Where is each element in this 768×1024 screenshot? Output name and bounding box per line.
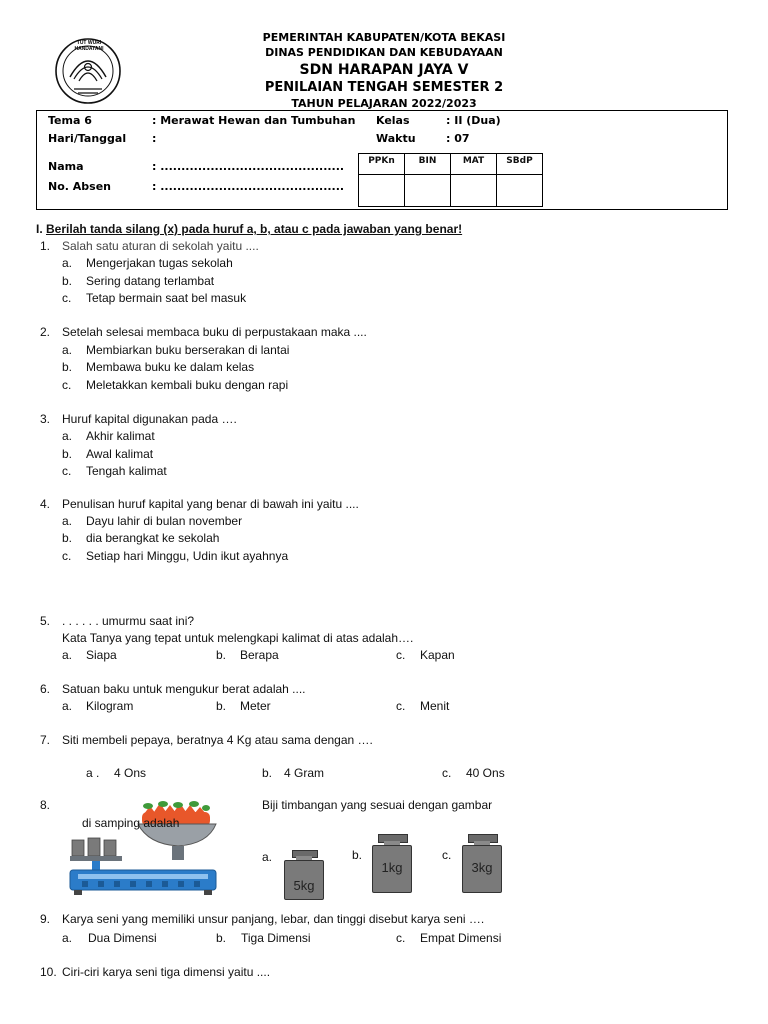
option-letter[interactable]: a. [62, 256, 73, 270]
question-number: 10. [40, 965, 57, 979]
question-number: 6. [40, 682, 51, 696]
tema-value: : Merawat Hewan dan Tumbuhan [152, 114, 356, 127]
option-letter[interactable]: b. [216, 931, 227, 945]
option-text: Tengah kalimat [86, 464, 167, 478]
question-text: Penulisan huruf kapital yang benar di bawah ini yaitu .... [62, 497, 359, 511]
question-text: Setelah selesai membaca buku di perpustakaan maka .... [62, 325, 367, 339]
header-department: DINAS PENDIDIKAN DAN KEBUDAYAAN [265, 46, 503, 59]
header-government: PEMERINTAH KABUPATEN/KOTA BEKASI [262, 31, 506, 44]
option-text: Menit [420, 699, 450, 713]
header-year: TAHUN PELAJARAN 2022/2023 [291, 97, 477, 110]
tema-label: Tema 6 [48, 114, 92, 127]
option-text: Sering datang terlambat [86, 274, 215, 288]
option-text: Akhir kalimat [86, 429, 155, 443]
option-letter[interactable]: b. [262, 766, 273, 780]
question-number: 5. [40, 614, 51, 628]
absen-field[interactable]: : ............................................ [152, 180, 345, 193]
question-number: 4. [40, 497, 51, 511]
option-letter[interactable]: b. [216, 699, 227, 713]
nama-field[interactable]: : ............................................ [152, 160, 345, 173]
option-text: 4 Ons [114, 766, 147, 780]
nama-label: Nama [48, 160, 84, 173]
weight-1kg-option[interactable] [372, 834, 412, 894]
option-text: Siapa [86, 648, 117, 662]
tut-wuri-handayani-logo [48, 37, 128, 105]
question-text: Karya seni yang memiliki unsur panjang, lebar, dan tinggi disebut karya seni …. [62, 912, 485, 926]
option-text: Meletakkan kembali buku dengan rapi [86, 378, 289, 392]
question-number: 3. [40, 412, 51, 426]
option-text: Awal kalimat [86, 447, 154, 461]
question-number: 7. [40, 733, 51, 747]
instruction: I. Berilah tanda silang (x) pada huruf a, b, atau c pada jawaban yang benar! [36, 222, 463, 236]
question-text: Huruf kapital digunakan pada …. [62, 412, 237, 426]
option-text: Empat Dimensi [420, 931, 502, 945]
option-text: Tiga Dimensi [241, 931, 311, 945]
option-text: Setiap hari Minggu, Udin ikut ayahnya [86, 549, 289, 563]
option-text: Meter [240, 699, 271, 713]
score-table [358, 153, 543, 207]
option-text: Membiarkan buku berserakan di lantai [86, 343, 290, 357]
option-letter[interactable]: c. [62, 291, 72, 305]
option-letter[interactable]: b. [352, 848, 363, 862]
scale-with-carrots-image [68, 800, 218, 896]
option-letter[interactable]: b. [62, 531, 73, 545]
option-text: Dayu lahir di bulan november [86, 514, 243, 528]
question-text: Biji timbangan yang sesuai dengan gambar [262, 798, 493, 812]
weight-3kg-option[interactable] [462, 834, 502, 894]
question-number: 8. [40, 798, 51, 812]
option-letter[interactable]: c. [62, 549, 72, 563]
option-text: Tetap bermain saat bel masuk [86, 291, 247, 305]
option-text: Dua Dimensi [88, 931, 157, 945]
option-text: Berapa [240, 648, 279, 662]
option-text: 4 Gram [284, 766, 325, 780]
score-cell-bin[interactable] [405, 175, 451, 207]
question-text-line2: di samping adalah [82, 816, 180, 830]
score-header-sbdp: SBdP [497, 154, 543, 175]
weight-label: 5kg [293, 878, 315, 893]
weight-label: 3kg [471, 860, 493, 875]
option-text: Membawa buku ke dalam kelas [86, 360, 255, 374]
option-letter[interactable]: c. [62, 378, 72, 392]
option-text: Mengerjakan tugas sekolah [86, 256, 233, 270]
weight-label: 1kg [381, 860, 403, 875]
waktu-value: : 07 [446, 132, 470, 145]
hari-label: Hari/Tanggal [48, 132, 127, 145]
score-cell-sbdp[interactable] [497, 175, 543, 207]
option-letter[interactable]: c. [442, 848, 452, 862]
logo-text: TUT WURI HANDAYANI [74, 40, 104, 52]
header-exam: PENILAIAN TENGAH SEMESTER 2 [264, 80, 504, 95]
option-letter[interactable]: b. [62, 360, 73, 374]
option-letter[interactable]: b. [62, 447, 73, 461]
option-letter[interactable]: c. [442, 766, 452, 780]
weight-5kg-option[interactable] [284, 850, 324, 900]
question-text: . . . . . . umurmu saat ini? [62, 614, 195, 628]
question-number: 1. [40, 239, 51, 253]
question-text: Siti membeli pepaya, beratnya 4 Kg atau sama dengan …. [62, 733, 373, 747]
kelas-value: : II (Dua) [446, 114, 501, 127]
option-letter[interactable]: b. [216, 648, 227, 662]
option-letter[interactable]: c. [396, 931, 406, 945]
score-header-bin: BIN [405, 154, 451, 175]
hari-value: : [152, 132, 157, 145]
option-letter[interactable]: a. [62, 514, 73, 528]
option-letter[interactable]: c. [396, 648, 406, 662]
option-letter[interactable]: a. [62, 429, 73, 443]
option-text: 40 Ons [466, 766, 505, 780]
option-text: Kapan [420, 648, 455, 662]
option-letter[interactable]: c. [62, 464, 72, 478]
option-letter[interactable]: a. [62, 648, 73, 662]
option-letter[interactable]: b. [62, 274, 73, 288]
absen-label: No. Absen [48, 180, 111, 193]
option-letter[interactable]: a. [262, 850, 273, 864]
score-header-ppkn: PPKn [359, 154, 405, 175]
option-letter[interactable]: c. [396, 699, 406, 713]
score-cell-ppkn[interactable] [359, 175, 405, 207]
question-number: 2. [40, 325, 51, 339]
kelas-label: Kelas [376, 114, 410, 127]
question-number: 9. [40, 912, 51, 926]
header-school: SDN HARAPAN JAYA V [299, 62, 469, 78]
option-text: Kilogram [86, 699, 134, 713]
score-cell-mat[interactable] [451, 175, 497, 207]
question-text: Salah satu aturan di sekolah yaitu .... [62, 239, 259, 253]
question-text: Ciri-ciri karya seni tiga dimensi yaitu .... [62, 965, 271, 979]
option-letter[interactable]: a. [62, 699, 73, 713]
question-text: Satuan baku untuk mengukur berat adalah .... [62, 682, 306, 696]
waktu-label: Waktu [376, 132, 416, 145]
score-header-mat: MAT [451, 154, 497, 175]
option-letter[interactable]: a . [86, 766, 100, 780]
question-text-line2: Kata Tanya yang tepat untuk melengkapi kalimat di atas adalah…. [62, 631, 414, 645]
option-text: dia berangkat ke sekolah [86, 531, 220, 545]
option-letter[interactable]: a. [62, 343, 73, 357]
option-letter[interactable]: a. [62, 931, 73, 945]
